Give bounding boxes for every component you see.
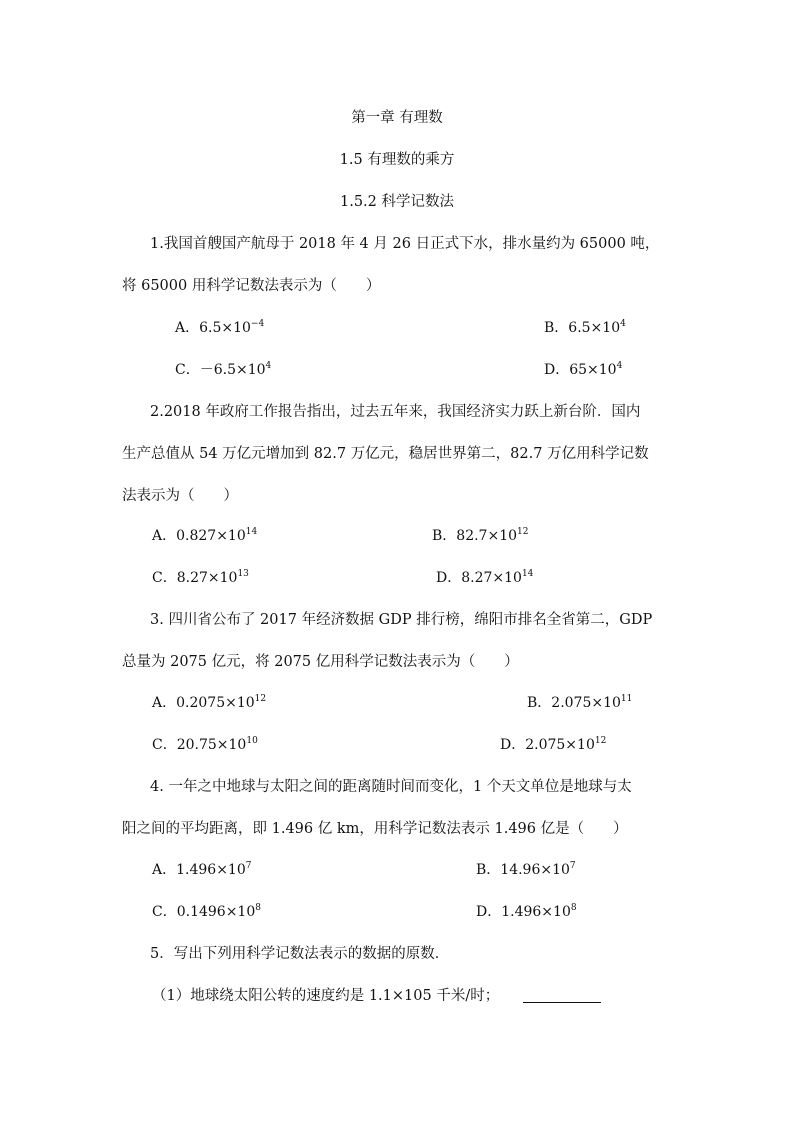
subsection-title: 1.5.2 科学记数法 — [339, 194, 454, 210]
q3-option-c[interactable]: C．$20.75\times 10^{10}$ — [152, 736, 258, 753]
q3-option-b[interactable]: B．$2.075\times 10^{11}$ — [527, 694, 633, 711]
q5-item-1 — [152, 986, 601, 1006]
q1-text-line2: 将 65000 用科学记数法表示为（ ） — [122, 278, 381, 294]
q4-text-line2: 阳之间的平均距离，即 1.496 亿 km，用科学记数法表示 1.496 亿是（ ） — [122, 821, 628, 837]
q1-option-c[interactable]: C．$-6.5\times 10^4$ — [175, 361, 272, 378]
q4-option-a[interactable]: A．$1.496\times 10^7$ — [152, 861, 252, 878]
q4-option-b[interactable]: B．$14.96\times 10^7$ — [476, 861, 576, 878]
q2-text-line1: 2.2018 年政府工作报告指出，过去五年来，我国经济实力跃上新台阶．国内 — [150, 404, 641, 420]
q4-text-line1: 4. 一年之中地球与太阳之间的距离随时间而变化，1 个天文单位是地球与太 — [150, 779, 632, 795]
q2-text-line2: 生产总值从 54 万亿元增加到 82.7 万亿元，稳居世界第二，82.7 万亿用科学记数 — [122, 446, 649, 462]
q4-option-d[interactable]: D．$1.496\times 10^8$ — [476, 903, 577, 920]
q5-item-1-answer-blank[interactable] — [523, 988, 601, 1003]
q3-option-d[interactable]: D．$2.075\times 10^{12}$ — [500, 736, 607, 753]
q3-text-line1: 3. 四川省公布了 2017 年经济数据 GDP 排行榜，绵阳市排名全省第二，GDP — [150, 612, 653, 628]
q2-option-b[interactable]: B．$82.7\times 10^{12}$ — [432, 527, 529, 544]
q3-text-line2: 总量为 2075 亿元，将 2075 亿用科学记数法表示为（ ） — [122, 654, 519, 670]
q2-option-c[interactable]: C．$8.27\times 10^{13}$ — [152, 569, 249, 586]
q2-option-a[interactable]: A．$0.827\times 10^{14}$ — [152, 527, 258, 544]
q4-option-c[interactable]: C．$0.1496\times 10^8$ — [152, 903, 261, 920]
q1-option-b[interactable]: B．$6.5\times 10^4$ — [544, 319, 626, 336]
q5-item-1-text: （1）地球绕太阳公转的速度约是 1.1×105 千米/时； — [152, 988, 500, 1004]
chapter-title: 第一章 有理数 — [351, 110, 443, 126]
q3-option-a[interactable]: A．$0.2075\times 10^{12}$ — [152, 694, 267, 711]
q1-option-a[interactable]: A．$6.5\times 10^{-4}$ — [175, 319, 265, 336]
q1-text-line1: 1.我国首艘国产航母于 2018 年 4 月 26 日正式下水，排水量约为 65000 吨， — [150, 236, 660, 252]
q1-option-d[interactable]: D．$65\times 10^4$ — [544, 361, 623, 378]
q2-text-line3: 法表示为（ ） — [122, 488, 238, 504]
q5-text-line1: 5．写出下列用科学记数法表示的数据的原数． — [150, 946, 450, 962]
section-title: 1.5 有理数的乘方 — [339, 152, 455, 168]
q2-option-d[interactable]: D．$8.27\times 10^{14}$ — [436, 569, 534, 586]
